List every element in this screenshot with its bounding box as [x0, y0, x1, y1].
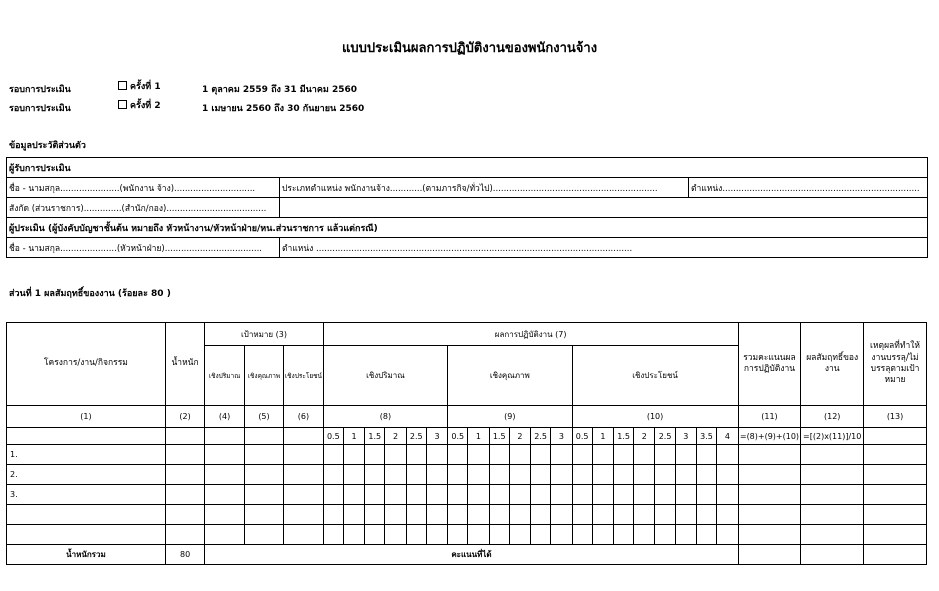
result-no: (10)	[572, 406, 738, 428]
scale-qual: 0.5	[448, 428, 468, 445]
result-no: (8)	[323, 406, 447, 428]
assessee-position-type-field[interactable]: ประเภทตำแหน่ง พนักงานจ้าง............(ตามภารกิจ/ทั่วไป).............................................................	[280, 178, 689, 198]
row-input-cell[interactable]	[613, 465, 633, 485]
page-title: แบบประเมินผลการปฏิบัติงานของพนักงานจ้าง	[341, 41, 598, 56]
scale-qty: 1.5	[365, 428, 385, 445]
row-input-cell[interactable]	[284, 485, 323, 505]
col-project-header: โครงการ/งาน/กิจกรรม	[7, 323, 166, 406]
row-project-cell[interactable]: 2.	[7, 465, 166, 485]
row-input-cell[interactable]	[509, 445, 530, 465]
row-input-cell[interactable]	[323, 485, 343, 505]
scale-benefit: 1	[592, 428, 613, 445]
row-input-cell[interactable]	[284, 465, 323, 485]
round-1-option[interactable]	[118, 81, 161, 92]
empty-cell	[864, 428, 927, 445]
row-input-cell[interactable]	[244, 465, 283, 485]
result-qty-header: เชิงปริมาณ	[323, 346, 447, 406]
assessor-name-field[interactable]: ชื่อ - นามสกุล.....................(หัวหน้าฝ่าย)....................................	[7, 238, 280, 258]
row-input-cell[interactable]	[655, 445, 675, 465]
row-input-cell[interactable]	[675, 505, 696, 525]
row-input-cell[interactable]	[801, 485, 864, 505]
row-input-cell[interactable]	[613, 445, 633, 465]
row-input-cell[interactable]	[738, 525, 801, 545]
row-input-cell[interactable]	[696, 485, 716, 505]
row-input-cell[interactable]	[655, 505, 675, 525]
row-input-cell[interactable]	[489, 445, 509, 465]
table-row[interactable]	[7, 525, 927, 545]
row-input-cell[interactable]	[572, 445, 592, 465]
row-input-cell[interactable]	[551, 505, 572, 525]
row-input-cell[interactable]	[244, 445, 283, 465]
row-input-cell[interactable]	[864, 445, 927, 465]
row-input-cell[interactable]	[509, 485, 530, 505]
round-2-period: 1 เมษายน 2560 ถึง 30 กันยายน 2560	[202, 104, 365, 114]
scale-qty: 2.5	[406, 428, 426, 445]
row-input-cell[interactable]	[468, 485, 489, 505]
row-input-cell[interactable]	[448, 525, 468, 545]
col-total-no: (11)	[738, 406, 801, 428]
row-input-cell[interactable]	[634, 525, 655, 545]
row-input-cell[interactable]	[244, 525, 283, 545]
row-input-cell[interactable]	[801, 505, 864, 525]
row-input-cell[interactable]	[675, 465, 696, 485]
col-weight-no: (2)	[165, 406, 204, 428]
scale-qual: 2.5	[531, 428, 551, 445]
row-input-cell[interactable]	[655, 485, 675, 505]
scale-benefit: 3	[675, 428, 696, 445]
row-input-cell[interactable]	[675, 485, 696, 505]
row-input-cell[interactable]	[531, 445, 551, 465]
empty-cell	[284, 428, 323, 445]
scale-qual: 1.5	[489, 428, 509, 445]
col-achieve-header: ผลสัมฤทธิ์ของงาน	[801, 323, 864, 406]
row-input-cell[interactable]	[864, 525, 927, 545]
row-input-cell[interactable]	[406, 505, 426, 525]
row-input-cell[interactable]	[448, 505, 468, 525]
row-input-cell[interactable]	[717, 525, 738, 545]
row-input-cell[interactable]	[509, 505, 530, 525]
row-input-cell[interactable]	[801, 525, 864, 545]
scale-benefit: 4	[717, 428, 738, 445]
row-input-cell[interactable]	[592, 465, 613, 485]
row-input-cell[interactable]	[205, 525, 244, 545]
row-input-cell[interactable]	[738, 505, 801, 525]
col-total-header: รวมคะแนนผลการปฏิบัติงาน	[738, 323, 801, 406]
col-achieve-formula: =[(2)x(11)]/10	[801, 428, 864, 445]
row-input-cell[interactable]	[717, 485, 738, 505]
table-row[interactable]	[7, 465, 927, 485]
row-input-cell[interactable]	[385, 505, 406, 525]
row-input-cell[interactable]	[323, 445, 343, 465]
row-input-cell[interactable]	[468, 465, 489, 485]
row-input-cell[interactable]	[385, 465, 406, 485]
row-input-cell[interactable]	[531, 465, 551, 485]
empty-cell	[165, 428, 204, 445]
assessor-position-field[interactable]: ตำแหน่ง .....................................................................................................................	[280, 238, 928, 258]
row-input-cell[interactable]	[509, 465, 530, 485]
result-benefit-header: เชิงประโยชน์	[572, 346, 738, 406]
row-input-cell[interactable]	[489, 505, 509, 525]
footer-reason-cell[interactable]	[864, 545, 927, 565]
row-input-cell[interactable]	[572, 465, 592, 485]
round-1-period: 1 ตุลาคม 2559 ถึง 31 มีนาคม 2560	[202, 85, 357, 95]
round-label-1: รอบการประเมิน	[9, 85, 71, 95]
row-input-cell[interactable]	[551, 445, 572, 465]
scale-benefit: 1.5	[613, 428, 633, 445]
row-input-cell[interactable]	[655, 465, 675, 485]
row-input-cell[interactable]	[165, 465, 204, 485]
footer-weight-value: 80	[165, 545, 204, 565]
row-input-cell[interactable]	[613, 525, 633, 545]
row-project-cell[interactable]: 1.	[7, 445, 166, 465]
part1-heading: ส่วนที่ 1 ผลสัมฤทธิ์ของงาน (ร้อยละ 80 )	[9, 289, 171, 299]
scale-qual: 2	[509, 428, 530, 445]
row-input-cell[interactable]	[365, 465, 385, 485]
round-1-checkbox[interactable]	[118, 81, 127, 90]
scale-benefit: 0.5	[572, 428, 592, 445]
row-input-cell[interactable]	[365, 485, 385, 505]
row-input-cell[interactable]	[634, 505, 655, 525]
row-input-cell[interactable]	[613, 505, 633, 525]
row-input-cell[interactable]	[717, 445, 738, 465]
empty-cell	[244, 428, 283, 445]
row-input-cell[interactable]	[613, 485, 633, 505]
row-input-cell[interactable]	[864, 485, 927, 505]
personal-heading: ข้อมูลประวัติส่วนตัว	[9, 141, 86, 151]
col-reason-header: เหตุผลที่ทำให้งานบรรลุ/ไม่บรรลุตามเป้าหมาย	[864, 323, 927, 406]
result-no: (9)	[448, 406, 572, 428]
row-input-cell[interactable]	[531, 525, 551, 545]
row-input-cell[interactable]	[509, 525, 530, 545]
row-input-cell[interactable]	[343, 445, 364, 465]
empty-cell	[205, 428, 244, 445]
row-input-cell[interactable]	[205, 445, 244, 465]
row-input-cell[interactable]	[738, 465, 801, 485]
empty-cell	[7, 428, 166, 445]
row-project-cell[interactable]	[7, 525, 166, 545]
row-input-cell[interactable]	[551, 525, 572, 545]
row-input-cell[interactable]	[864, 505, 927, 525]
row-input-cell[interactable]	[717, 465, 738, 485]
round-label-2: รอบการประเมิน	[9, 104, 71, 114]
scale-benefit: 2	[634, 428, 655, 445]
col-project-no: (1)	[7, 406, 166, 428]
col-achieve-no: (12)	[801, 406, 864, 428]
assessee-position-field[interactable]: ตำแหน่ง.........................................................................	[689, 178, 928, 198]
row-input-cell[interactable]	[205, 465, 244, 485]
row-input-cell[interactable]	[323, 525, 343, 545]
target-no: (6)	[284, 406, 323, 428]
row-project-cell[interactable]	[7, 505, 166, 525]
row-input-cell[interactable]	[551, 465, 572, 485]
table-row[interactable]	[7, 485, 927, 505]
row-input-cell[interactable]	[165, 445, 204, 465]
row-input-cell[interactable]	[801, 465, 864, 485]
row-input-cell[interactable]	[343, 505, 364, 525]
row-input-cell[interactable]	[634, 445, 655, 465]
col-weight-header: น้ำหนัก	[165, 323, 204, 406]
row-input-cell[interactable]	[489, 525, 509, 545]
row-input-cell[interactable]	[592, 505, 613, 525]
row-input-cell[interactable]	[343, 485, 364, 505]
row-input-cell[interactable]	[572, 485, 592, 505]
row-input-cell[interactable]	[426, 465, 447, 485]
row-input-cell[interactable]	[365, 525, 385, 545]
row-input-cell[interactable]	[323, 505, 343, 525]
row-input-cell[interactable]	[385, 485, 406, 505]
row-input-cell[interactable]	[551, 485, 572, 505]
row-input-cell[interactable]	[165, 485, 204, 505]
row-input-cell[interactable]	[406, 485, 426, 505]
row-input-cell[interactable]	[572, 525, 592, 545]
col-total-formula: =(8)+(9)+(10)	[738, 428, 801, 445]
row-input-cell[interactable]	[284, 525, 323, 545]
footer-achieve-cell[interactable]	[801, 545, 864, 565]
round-2-option[interactable]	[118, 100, 161, 111]
row-input-cell[interactable]	[205, 505, 244, 525]
scale-qual: 3	[551, 428, 572, 445]
row-input-cell[interactable]	[634, 465, 655, 485]
row-input-cell[interactable]	[343, 525, 364, 545]
target-benefit-header: เชิงประโยชน์	[284, 346, 323, 406]
targets-header: เป้าหมาย (3)	[205, 323, 323, 346]
row-input-cell[interactable]	[365, 505, 385, 525]
row-input-cell[interactable]	[696, 465, 716, 485]
result-qual-header: เชิงคุณภาพ	[448, 346, 572, 406]
footer-weight-label: น้ำหนักรวม	[7, 545, 166, 565]
row-input-cell[interactable]	[489, 465, 509, 485]
scale-qual: 1	[468, 428, 489, 445]
data-rows	[7, 445, 927, 545]
row-input-cell[interactable]	[165, 525, 204, 545]
scale-qty: 0.5	[323, 428, 343, 445]
row-input-cell[interactable]	[448, 445, 468, 465]
row-input-cell[interactable]	[426, 445, 447, 465]
row-input-cell[interactable]	[365, 445, 385, 465]
row-input-cell[interactable]	[738, 485, 801, 505]
row-input-cell[interactable]	[801, 445, 864, 465]
row-input-cell[interactable]	[572, 505, 592, 525]
row-input-cell[interactable]	[696, 445, 716, 465]
row-input-cell[interactable]	[343, 465, 364, 485]
table-row[interactable]	[7, 445, 927, 465]
row-project-cell[interactable]: 3.	[7, 485, 166, 505]
row-input-cell[interactable]	[406, 525, 426, 545]
row-input-cell[interactable]	[531, 485, 551, 505]
row-input-cell[interactable]	[244, 505, 283, 525]
row-input-cell[interactable]	[165, 505, 204, 525]
row-input-cell[interactable]	[468, 445, 489, 465]
target-no: (5)	[244, 406, 283, 428]
scale-benefit: 2.5	[655, 428, 675, 445]
row-input-cell[interactable]	[448, 485, 468, 505]
row-input-cell[interactable]	[468, 525, 489, 545]
row-input-cell[interactable]	[205, 485, 244, 505]
row-input-cell[interactable]	[738, 445, 801, 465]
row-input-cell[interactable]	[244, 485, 283, 505]
assessee-name-field[interactable]: ชื่อ - นามสกุล......................(พนักงาน จ้าง)..............................	[7, 178, 280, 198]
round-1-text: ครั้งที่ 1	[130, 82, 161, 92]
row-input-cell[interactable]	[592, 445, 613, 465]
row-input-cell[interactable]	[426, 505, 447, 525]
scale-qty: 2	[385, 428, 406, 445]
scale-benefit: 3.5	[696, 428, 716, 445]
row-input-cell[interactable]	[426, 525, 447, 545]
row-input-cell[interactable]	[489, 485, 509, 505]
results-header: ผลการปฏิบัติงาน (7)	[323, 323, 738, 346]
scale-qty: 3	[426, 428, 447, 445]
empty-cell	[280, 198, 928, 218]
assessor-heading: ผู้ประเมิน (ผู้บังคับบัญชาชั้นต้น หมายถึง หัวหน้างาน/หัวหน้าฝ่าย/หน.ส่วนราชการ แล้วแต่กรณี)	[7, 218, 928, 238]
target-qual-header: เชิงคุณภาพ	[244, 346, 283, 406]
row-input-cell[interactable]	[284, 505, 323, 525]
row-input-cell[interactable]	[406, 445, 426, 465]
row-input-cell[interactable]	[592, 485, 613, 505]
row-input-cell[interactable]	[385, 525, 406, 545]
assessee-affiliation-field[interactable]: สังกัด (ส่วนราชการ)..............(สำนัก/กอง).....................................	[7, 198, 280, 218]
round-2-checkbox[interactable]	[118, 100, 127, 109]
row-input-cell[interactable]	[675, 445, 696, 465]
row-input-cell[interactable]	[592, 525, 613, 545]
target-qty-header: เชิงปริมาณ	[205, 346, 244, 406]
row-input-cell[interactable]	[696, 505, 716, 525]
row-input-cell[interactable]	[448, 465, 468, 485]
table-row[interactable]	[7, 505, 927, 525]
row-input-cell[interactable]	[284, 445, 323, 465]
row-input-cell[interactable]	[468, 505, 489, 525]
footer-total-cell[interactable]	[738, 545, 801, 565]
target-no: (4)	[205, 406, 244, 428]
row-input-cell[interactable]	[864, 465, 927, 485]
footer-score-label: คะแนนที่ได้	[205, 545, 738, 565]
personal-info-table	[6, 157, 928, 258]
col-reason-no: (13)	[864, 406, 927, 428]
row-input-cell[interactable]	[406, 465, 426, 485]
row-input-cell[interactable]	[385, 445, 406, 465]
row-input-cell[interactable]	[426, 485, 447, 505]
row-input-cell[interactable]	[634, 485, 655, 505]
row-input-cell[interactable]	[323, 465, 343, 485]
row-input-cell[interactable]	[655, 525, 675, 545]
assessment-table	[6, 322, 927, 565]
row-input-cell[interactable]	[696, 525, 716, 545]
row-input-cell[interactable]	[717, 505, 738, 525]
row-input-cell[interactable]	[675, 525, 696, 545]
round-2-text: ครั้งที่ 2	[130, 101, 161, 111]
row-input-cell[interactable]	[531, 505, 551, 525]
assessee-heading: ผู้รับการประเมิน	[7, 158, 928, 178]
scale-qty: 1	[343, 428, 364, 445]
